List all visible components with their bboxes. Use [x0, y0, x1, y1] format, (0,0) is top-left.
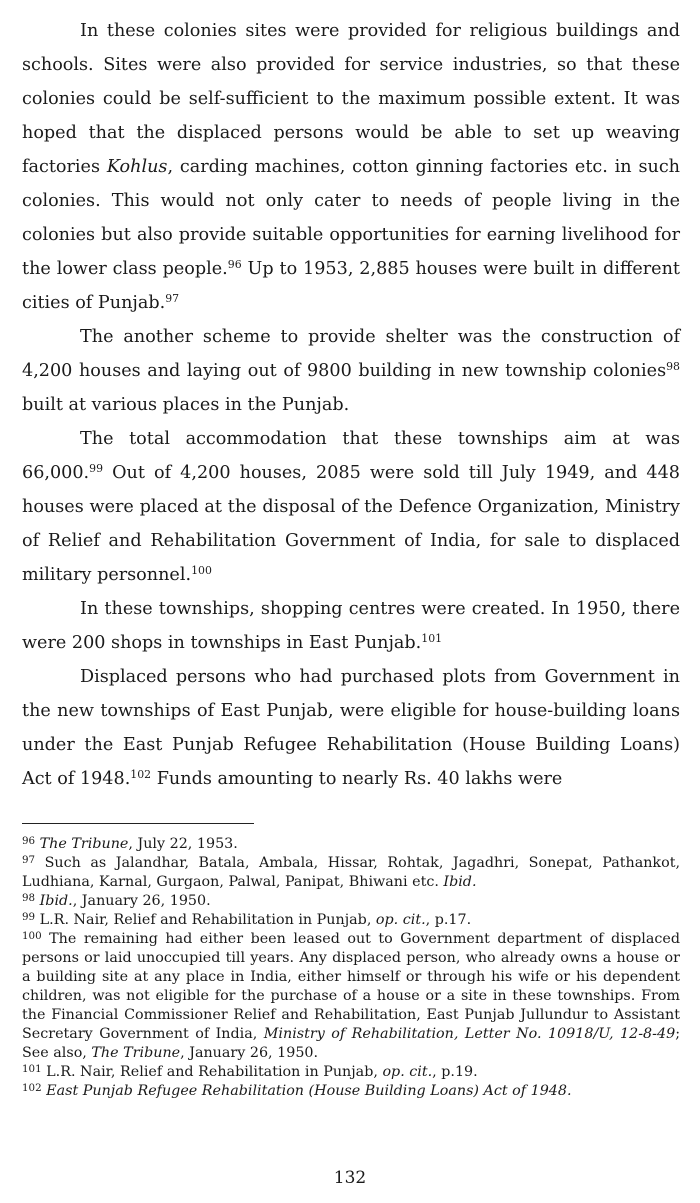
footnote-ref: 98 — [666, 360, 680, 373]
footnotes — [22, 835, 680, 1101]
footnote-ref: 97 — [165, 292, 180, 305]
footnote-98: $^{98}$ Ibid., January 26, 1950. — [22, 891, 211, 909]
footnote-ref: 99 — [89, 462, 104, 475]
paragraph-4: In these townships, shopping centres were created. In 1950, there were 200 shops in townships in East Punjab.$^{101}$ — [22, 599, 680, 653]
footnote-99: $^{99}$ L.R. Nair, Relief and Rehabilitation in Punjab, op. cit., p.17. — [22, 910, 472, 928]
footnote-100: $^{100}$ The remaining had either been leased out to Government department of displaced persons or laid unoccupied till years. Any displaced person, who already owns a house or a building site at any place in India, either himself or through his wife or his dependent children, was not eligible for the purchase of a house or a site in these townships. From the Financial Commissioner Relief and Rehabilitation, East Punjab Jullundur to Assistant Secretary Government of India, Ministry of Rehabilitation, Letter No. 10918/U, 12-8-49; See also, The Tribune, January 26, 1950. — [22, 929, 681, 1061]
footnote-separator — [22, 823, 254, 824]
paragraph-2: The another scheme to provide shelter was the construction of 4,200 houses and laying out of 9800 building in new township colonies$^{98}$ built at various places in the Punjab. — [22, 327, 680, 415]
paragraph-5: Displaced persons who had purchased plots from Government in the new townships of East Punjab, were eligible for house-building loans under the East Punjab Refugee Rehabilitation (House Building Loans) Act of 1948.$^{102}$ Funds amounting to nearly Rs. 40 lakhs were — [22, 667, 680, 789]
footnote-ref: 102 — [130, 768, 152, 781]
footnote-97: $^{97}$ Such as Jalandhar, Batala, Ambala, Hissar, Rohtak, Jagadhri, Sonepat, Pathankot, Ludhiana, Karnal, Gurgaon, Palwal, Panipat, Bhiwani etc. Ibid. — [22, 853, 680, 890]
footnote-ref: 96 — [227, 258, 242, 271]
footnote-102: $^{102}$ East Punjab Refugee Rehabilitation (House Building Loans) Act of 1948. — [22, 1081, 572, 1099]
paragraph-1: In these colonies sites were provided for religious buildings and schools. Sites were also provided for service industries, so that these colonies could be self-sufficient to the maximum possible extent. It was hoped that the displaced persons would be able to set up weaving factories Kohlus, carding machines, cotton ginning factories etc. in such colonies. This would not only cater to needs of people living in the colonies but also provide suitable opportunities for earning livelihood for the lower class people.$^{96}$ Up to 1953, 2,885 houses were built in different cities of Punjab.$^{97}$ — [22, 21, 681, 313]
page-number: 132 — [333, 1168, 367, 1188]
footnote-ref: 101 — [421, 632, 443, 645]
main-text — [22, 14, 680, 796]
footnote-ref: 100 — [191, 564, 212, 577]
italic-term: Kohlus — [106, 157, 168, 177]
footnote-101: $^{101}$ L.R. Nair, Relief and Rehabilitation in Punjab, op. cit., p.19. — [22, 1062, 478, 1080]
footnote-96: $^{96}$ The Tribune, July 22, 1953. — [22, 834, 238, 852]
paragraph-3: The total accommodation that these townships aim at was 66,000.99 Out of 4,200 houses, 2085 were sold till July 1949, and 448 houses were placed at the disposal of the Defence Organization, Ministry of Relief and Rehabilitation Government of India, for sale to displaced military personnel.$^{100}$ — [22, 429, 680, 585]
